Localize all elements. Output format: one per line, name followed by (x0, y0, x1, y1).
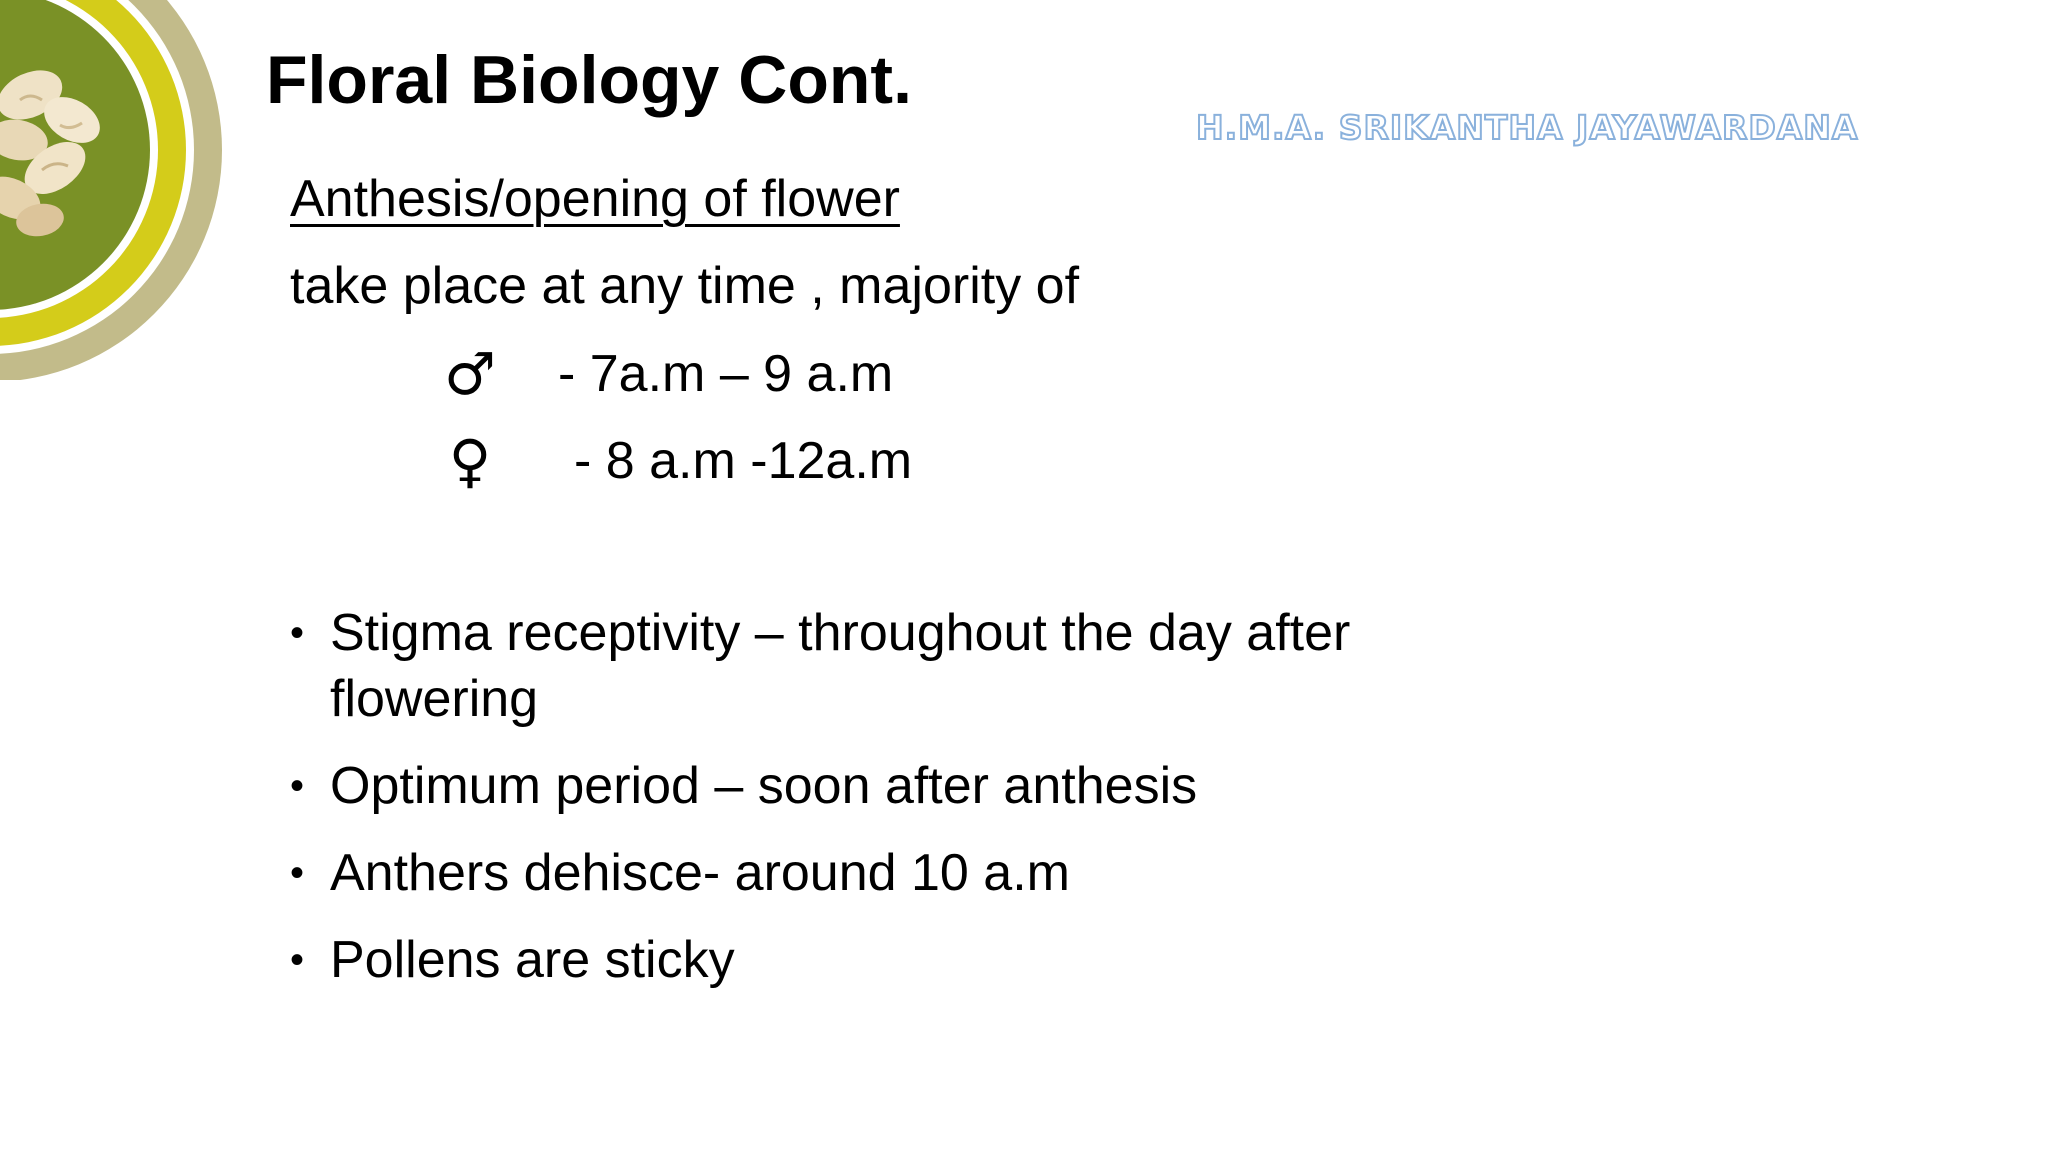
bullet-icon: • (290, 611, 305, 655)
bullet-text: Pollens are sticky (330, 931, 735, 989)
bullet-icon: • (290, 764, 305, 808)
bullet-item-stigma-receptivity (290, 600, 1390, 732)
corner-decoration (0, 0, 240, 380)
bullet-item-optimum-period (290, 753, 1390, 819)
bullet-text: Stigma receptivity – throughout the day after flowering (330, 604, 1351, 728)
bullet-item-anthers-dehisce (290, 840, 1390, 906)
bullet-text: Optimum period – soon after anthesis (330, 757, 1198, 815)
bullet-item-pollens-sticky (290, 927, 1390, 993)
section-heading: Anthesis/opening of flower (290, 170, 900, 228)
bullet-icon: • (290, 938, 305, 982)
author-watermark: H.M.A. SRIKANTHA JAYAWARDANA (1196, 108, 1859, 147)
male-symbol-icon: ♂ (444, 340, 496, 408)
bullet-text: Anthers dehisce- around 10 a.m (330, 844, 1070, 902)
slide-title: Floral Biology Cont. (266, 42, 912, 118)
male-time-range: - 7a.m – 9 a.m (558, 345, 894, 403)
female-symbol-icon: ♀ (448, 427, 492, 495)
bullet-list (290, 600, 1390, 1014)
female-time-range: - 8 a.m -12a.m (574, 432, 913, 490)
intro-line: take place at any time , majority of (290, 257, 1080, 315)
bullet-icon: • (290, 851, 305, 895)
